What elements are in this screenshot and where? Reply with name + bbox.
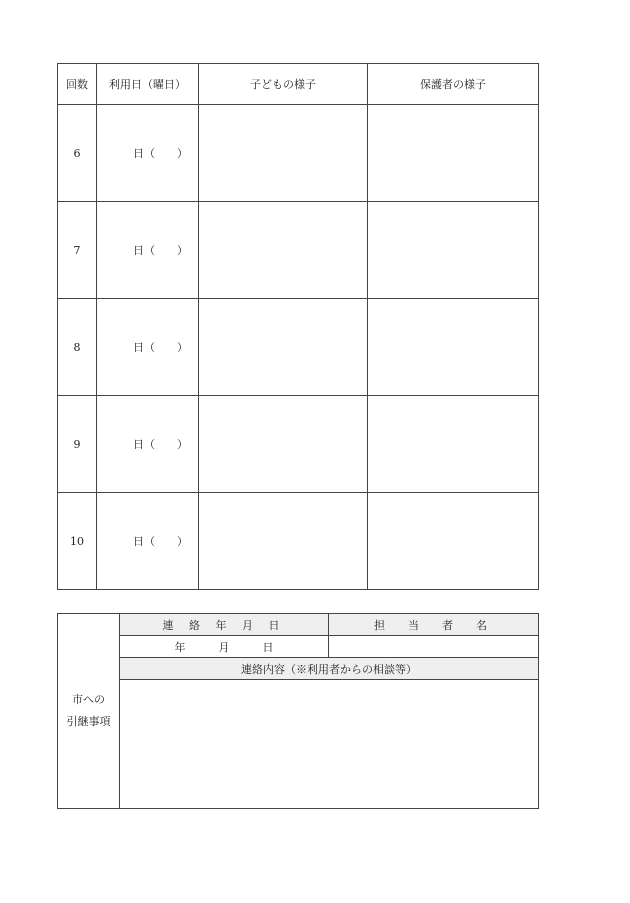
staff-name-field[interactable] [329, 636, 539, 658]
date-field[interactable] [97, 493, 199, 590]
date-label: 日（ ） [133, 341, 188, 354]
date-field[interactable] [97, 396, 199, 493]
guardian-condition-cell[interactable] [368, 299, 539, 396]
date-label: 日（ ） [133, 438, 188, 451]
child-condition-cell[interactable] [199, 493, 368, 590]
staff-name-header: 担 当 者 名 [329, 614, 539, 636]
handover-value-row [58, 636, 539, 658]
round-number: 9 [58, 396, 97, 493]
round-number: 8 [58, 299, 97, 396]
handover-label [58, 614, 120, 809]
city-handover-table [57, 613, 539, 809]
child-condition-cell[interactable] [199, 105, 368, 202]
usage-log-table [57, 63, 539, 590]
child-condition-cell[interactable] [199, 299, 368, 396]
child-condition-cell[interactable] [199, 202, 368, 299]
guardian-condition-cell[interactable] [368, 396, 539, 493]
log-row [58, 105, 539, 202]
header-round: 回数 [58, 64, 97, 105]
contact-date-header: 連 絡 年 月 日 [120, 614, 329, 636]
log-row [58, 396, 539, 493]
child-condition-cell[interactable] [199, 396, 368, 493]
content-area-row [58, 680, 539, 809]
header-date: 利用日（曜日） [97, 64, 199, 105]
round-number: 10 [58, 493, 97, 590]
log-header-row [58, 64, 539, 105]
contact-content-field[interactable] [120, 680, 539, 809]
content-header-row [58, 658, 539, 680]
date-field[interactable] [97, 299, 199, 396]
contact-date-label: 年 月 日 [174, 640, 274, 654]
header-guardian-condition: 保護者の様子 [368, 64, 539, 105]
handover-label-line1: 市への [72, 693, 105, 706]
round-number: 7 [58, 202, 97, 299]
guardian-condition-cell[interactable] [368, 202, 539, 299]
log-row [58, 202, 539, 299]
date-label: 日（ ） [133, 147, 188, 160]
handover-header-row [58, 614, 539, 636]
contact-content-header: 連絡内容（※利用者からの相談等） [120, 658, 539, 680]
date-field[interactable] [97, 105, 199, 202]
log-row [58, 299, 539, 396]
date-field[interactable] [97, 202, 199, 299]
guardian-condition-cell[interactable] [368, 105, 539, 202]
handover-label-line2: 引継事項 [66, 715, 111, 728]
contact-date-field[interactable] [120, 636, 329, 658]
log-row [58, 493, 539, 590]
guardian-condition-cell[interactable] [368, 493, 539, 590]
date-label: 日（ ） [133, 244, 188, 257]
round-number: 6 [58, 105, 97, 202]
header-child-condition: 子どもの様子 [199, 64, 368, 105]
date-label: 日（ ） [133, 535, 188, 548]
